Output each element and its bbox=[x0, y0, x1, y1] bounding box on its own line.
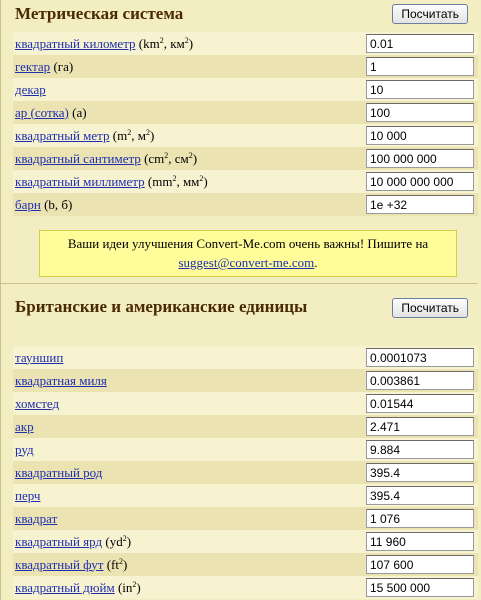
unit-value-cell bbox=[366, 346, 478, 369]
unit-row bbox=[13, 101, 478, 124]
unit-symbol-text: (km bbox=[135, 35, 160, 51]
unit-label-cell bbox=[13, 78, 366, 101]
unit-name-link[interactable]: барн bbox=[15, 196, 41, 212]
unit-name-link[interactable]: ар (сотка) bbox=[15, 104, 69, 120]
unit-symbol bbox=[136, 36, 194, 51]
unit-row bbox=[13, 415, 478, 438]
unit-symbol-text: ) bbox=[136, 579, 141, 595]
unit-value-cell bbox=[366, 101, 478, 124]
unit-value-input[interactable] bbox=[366, 509, 474, 528]
unit-value-input[interactable] bbox=[366, 34, 474, 53]
unit-value-cell bbox=[366, 438, 478, 461]
unit-exponent: 2 bbox=[184, 35, 189, 45]
feedback-email-link[interactable]: suggest@convert-me.com bbox=[178, 255, 315, 270]
unit-label-cell bbox=[13, 392, 366, 415]
unit-value-input[interactable] bbox=[366, 195, 474, 214]
feedback-notice bbox=[39, 230, 457, 277]
unit-symbol-text: , см bbox=[168, 150, 189, 166]
unit-value-input[interactable] bbox=[366, 555, 474, 574]
unit-label-cell bbox=[13, 576, 366, 599]
unit-symbol-text: ) bbox=[192, 150, 198, 166]
unit-symbol bbox=[115, 580, 141, 595]
unit-value-input[interactable] bbox=[366, 578, 474, 597]
unit-symbol bbox=[50, 59, 73, 74]
unit-value-input[interactable] bbox=[366, 532, 474, 551]
unit-row bbox=[13, 461, 478, 484]
unit-symbol-text: (in bbox=[114, 579, 133, 595]
unit-symbol-text: ) bbox=[123, 556, 128, 572]
unit-symbol-text: (b, б) bbox=[40, 196, 73, 212]
unit-name-link[interactable]: квадратный метр bbox=[15, 127, 110, 143]
unit-row bbox=[13, 147, 478, 170]
unit-symbol-text: (а) bbox=[68, 104, 87, 120]
imperial-units-table bbox=[13, 346, 478, 599]
unit-value-input[interactable] bbox=[366, 394, 474, 413]
unit-value-cell bbox=[366, 193, 478, 216]
unit-name-link[interactable]: квадратный род bbox=[15, 464, 103, 480]
unit-value-input[interactable] bbox=[366, 371, 474, 390]
unit-row bbox=[13, 576, 478, 599]
unit-value-cell bbox=[366, 484, 478, 507]
unit-exponent: 2 bbox=[188, 150, 193, 160]
unit-value-cell bbox=[366, 415, 478, 438]
unit-symbol bbox=[103, 557, 127, 572]
unit-row bbox=[13, 530, 478, 553]
unit-label-cell bbox=[13, 553, 366, 576]
unit-symbol-text: (mm bbox=[144, 173, 173, 189]
unit-value-input[interactable] bbox=[366, 172, 474, 191]
unit-value-cell bbox=[366, 147, 478, 170]
unit-value-cell bbox=[366, 530, 478, 553]
unit-value-cell bbox=[366, 461, 478, 484]
unit-symbol-text: , мм bbox=[176, 173, 200, 189]
unit-row bbox=[13, 170, 478, 193]
unit-exponent: 2 bbox=[127, 127, 132, 137]
unit-value-cell bbox=[366, 553, 478, 576]
unit-exponent: 2 bbox=[119, 556, 123, 566]
unit-name-link[interactable]: квадратный сантиметр bbox=[15, 150, 141, 166]
unit-value-cell bbox=[366, 32, 478, 55]
unit-label-cell bbox=[13, 369, 366, 392]
unit-row bbox=[13, 392, 478, 415]
unit-symbol bbox=[145, 174, 208, 189]
unit-value-input[interactable] bbox=[366, 440, 474, 459]
unit-symbol-text: (cm bbox=[140, 150, 165, 166]
unit-label-cell bbox=[13, 484, 366, 507]
unit-exponent: 2 bbox=[172, 173, 177, 183]
unit-exponent: 2 bbox=[132, 579, 137, 589]
unit-label-cell bbox=[13, 193, 366, 216]
unit-symbol-text: ) bbox=[203, 173, 208, 189]
unit-exponent: 2 bbox=[122, 533, 127, 543]
unit-label-cell bbox=[13, 438, 366, 461]
unit-value-cell bbox=[366, 507, 478, 530]
unit-row bbox=[13, 484, 478, 507]
unit-value-input[interactable] bbox=[366, 348, 474, 367]
unit-name-link[interactable]: хомстед bbox=[15, 395, 60, 411]
unit-symbol-text: (m bbox=[109, 127, 128, 143]
unit-value-input[interactable] bbox=[366, 126, 474, 145]
unit-symbol-text: (га) bbox=[50, 58, 74, 74]
unit-label-cell bbox=[13, 415, 366, 438]
unit-exponent: 2 bbox=[145, 127, 150, 137]
metric-section-header bbox=[1, 0, 478, 30]
unit-symbol-text: ) bbox=[149, 127, 155, 143]
unit-name-link[interactable]: квадратный ярд bbox=[15, 533, 103, 549]
unit-exponent: 2 bbox=[159, 35, 164, 45]
feedback-notice-tail: . bbox=[314, 255, 318, 270]
unit-label-cell bbox=[13, 32, 366, 55]
unit-label-cell bbox=[13, 55, 366, 78]
unit-name-link[interactable]: квадратная миля bbox=[15, 372, 107, 388]
unit-value-input[interactable] bbox=[366, 417, 474, 436]
unit-symbol-text: (yd bbox=[102, 533, 123, 549]
imperial-calculate-button[interactable]: Посчитать bbox=[392, 298, 468, 318]
unit-label-cell bbox=[13, 124, 366, 147]
unit-value-input[interactable] bbox=[366, 103, 474, 122]
unit-symbol bbox=[110, 128, 155, 143]
unit-name-link[interactable]: перч bbox=[15, 487, 41, 503]
unit-label-cell bbox=[13, 170, 366, 193]
unit-symbol-text: ) bbox=[188, 35, 194, 51]
unit-name-link[interactable]: квадратный дюйм bbox=[15, 579, 115, 595]
unit-row bbox=[13, 55, 478, 78]
unit-symbol-text: , км bbox=[163, 35, 185, 51]
metric-section-title: Метрическая система bbox=[15, 4, 184, 23]
unit-value-cell bbox=[366, 124, 478, 147]
section-divider bbox=[1, 283, 478, 284]
unit-name-link[interactable]: декар bbox=[15, 81, 46, 97]
unit-name-link[interactable]: квадратный миллиметр bbox=[15, 173, 145, 189]
unit-name-link[interactable]: квадрат bbox=[15, 510, 58, 526]
unit-name-link[interactable]: руд bbox=[15, 441, 34, 457]
unit-exponent: 2 bbox=[164, 150, 169, 160]
unit-row bbox=[13, 193, 478, 216]
unit-value-input[interactable] bbox=[366, 149, 474, 168]
unit-symbol bbox=[141, 151, 197, 166]
imperial-section-title: Британские и американские единицы bbox=[15, 297, 308, 316]
imperial-section-header bbox=[1, 292, 478, 342]
unit-row bbox=[13, 438, 478, 461]
metric-calculate-button[interactable]: Посчитать bbox=[392, 4, 468, 24]
unit-row bbox=[13, 32, 478, 55]
unit-symbol bbox=[102, 534, 131, 549]
unit-label-cell bbox=[13, 101, 366, 124]
unit-label-cell bbox=[13, 346, 366, 369]
unit-row bbox=[13, 78, 478, 101]
unit-value-cell bbox=[366, 78, 478, 101]
unit-value-input[interactable] bbox=[366, 463, 474, 482]
unit-name-link[interactable]: гектар bbox=[15, 58, 51, 74]
unit-value-cell bbox=[366, 576, 478, 599]
unit-row bbox=[13, 346, 478, 369]
unit-name-link[interactable]: акр bbox=[15, 418, 34, 434]
unit-label-cell bbox=[13, 147, 366, 170]
unit-row bbox=[13, 553, 478, 576]
unit-value-cell bbox=[366, 55, 478, 78]
unit-row bbox=[13, 507, 478, 530]
unit-value-input[interactable] bbox=[366, 486, 474, 505]
unit-label-cell bbox=[13, 507, 366, 530]
unit-value-cell bbox=[366, 170, 478, 193]
unit-value-cell bbox=[366, 369, 478, 392]
feedback-notice-text: Ваши идеи улучшения Convert-Me.com очень важны! Пишите на bbox=[67, 236, 429, 251]
unit-value-cell bbox=[366, 392, 478, 415]
unit-symbol-text: (ft bbox=[103, 556, 119, 572]
unit-symbol bbox=[69, 105, 87, 120]
unit-label-cell bbox=[13, 530, 366, 553]
unit-symbol-text: ) bbox=[126, 533, 132, 549]
unit-row bbox=[13, 124, 478, 147]
unit-name-link[interactable]: тауншип bbox=[15, 349, 64, 365]
unit-symbol-text: , м bbox=[131, 127, 146, 143]
unit-value-input[interactable] bbox=[366, 57, 474, 76]
unit-value-input[interactable] bbox=[366, 80, 474, 99]
unit-exponent: 2 bbox=[199, 173, 204, 183]
unit-label-cell bbox=[13, 461, 366, 484]
unit-name-link[interactable]: квадратный фут bbox=[15, 556, 104, 572]
unit-row bbox=[13, 369, 478, 392]
unit-name-link[interactable]: квадратный километр bbox=[15, 35, 136, 51]
metric-units-table bbox=[13, 32, 478, 216]
unit-symbol bbox=[41, 197, 73, 212]
